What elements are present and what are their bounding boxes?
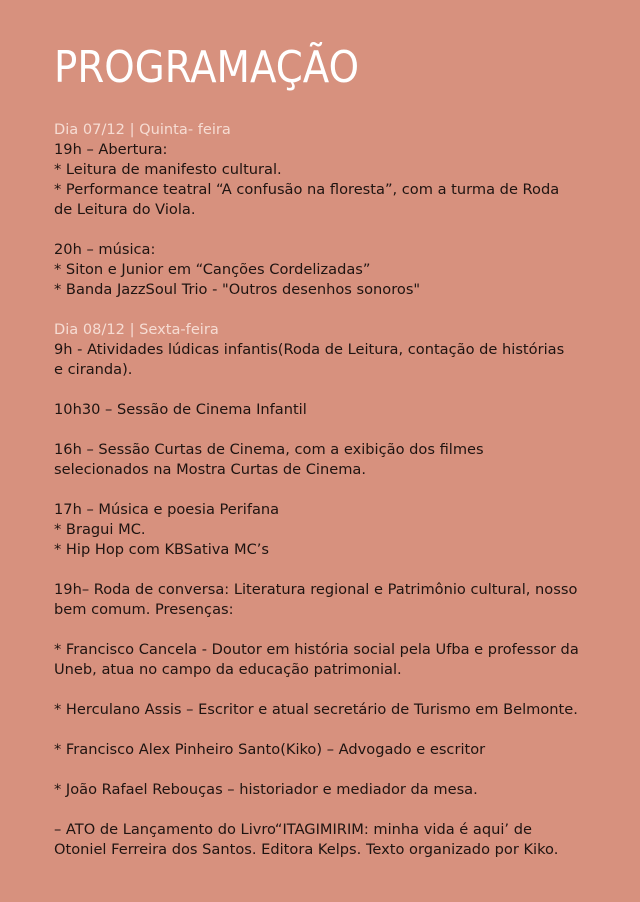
schedule	[54, 120, 626, 860]
schedule-line: 20h – música:	[54, 241, 156, 258]
schedule-line: 19h – Abertura:	[54, 141, 168, 158]
page-title: PROGRAMAÇÃO	[54, 42, 360, 93]
schedule-line: 19h– Roda de conversa: Literatura regional e Patrimônio cultural, nosso	[54, 581, 578, 598]
schedule-line: e ciranda).	[54, 361, 133, 378]
schedule-line: * Hip Hop com KBSativa MC’s	[54, 541, 270, 558]
schedule-line: * João Rafael Rebouças – historiador e mediador da mesa.	[54, 781, 478, 798]
schedule-line: de Leitura do Viola.	[54, 201, 196, 218]
schedule-line: * Siton e Junior em “Canções Cordelizadas”	[54, 261, 371, 278]
schedule-line: * Francisco Alex Pinheiro Santo(Kiko) – Advogado e escritor	[54, 741, 486, 758]
schedule-line: 16h – Sessão Curtas de Cinema, com a exibição dos filmes	[54, 441, 484, 458]
schedule-line: – ATO de Lançamento do Livro“ITAGIMIRIM: minha vida é aqui’ de	[54, 821, 532, 838]
schedule-line: * Francisco Cancela - Doutor em história social pela Ufba e professor da	[54, 641, 579, 658]
day-header: Dia 08/12 | Sexta-feira	[54, 321, 219, 338]
schedule-line: selecionados na Mostra Curtas de Cinema.	[54, 461, 367, 478]
schedule-line: * Leitura de manifesto cultural.	[54, 161, 282, 178]
schedule-line: 17h – Música e poesia Perifana	[54, 501, 280, 518]
day-header: Dia 07/12 | Quinta- feira	[54, 121, 231, 138]
schedule-line: * Performance teatral “A confusão na floresta”, com a turma de Roda	[54, 181, 560, 198]
schedule-line: Otoniel Ferreira dos Santos. Editora Kelps. Texto organizado por Kiko.	[54, 841, 559, 858]
schedule-line: * Bragui MC.	[54, 521, 146, 538]
schedule-line: 9h - Atividades lúdicas infantis(Roda de Leitura, contação de histórias	[54, 341, 565, 358]
schedule-line: 10h30 – Sessão de Cinema Infantil	[54, 401, 307, 418]
schedule-line: Uneb, atua no campo da educação patrimonial.	[54, 661, 402, 678]
schedule-line: * Banda JazzSoul Trio - "Outros desenhos sonoros"	[54, 281, 421, 298]
schedule-line: bem comum. Presenças:	[54, 601, 234, 618]
schedule-line: * Herculano Assis – Escritor e atual secretário de Turismo em Belmonte.	[54, 701, 578, 718]
